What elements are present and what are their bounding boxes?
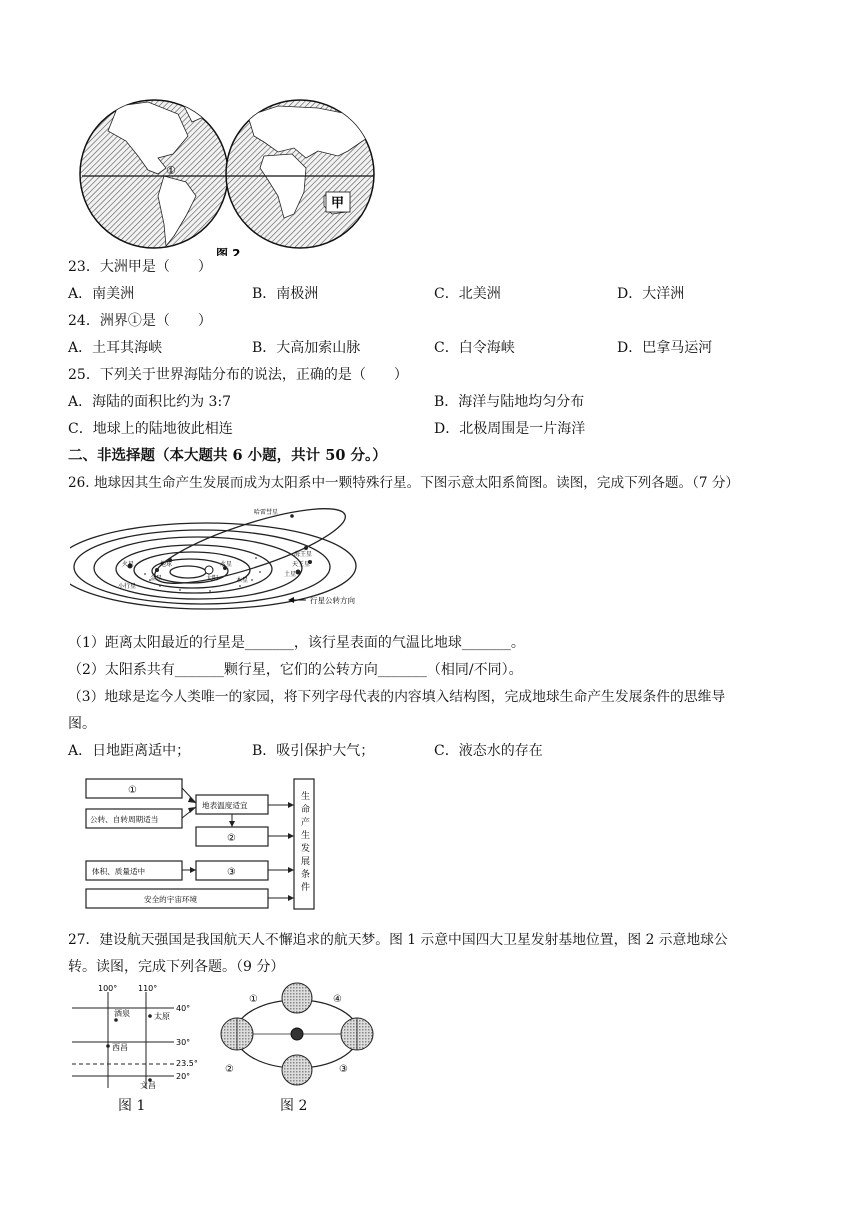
- mind-box-temperature: 地表温度适宜: [202, 801, 248, 810]
- q27-stem-line1: 27．建设航天强国是我国航天人不懈追求的航天梦。图 1 示意中国四大卫星发射基地位置，图 2 示意地球公: [68, 932, 728, 948]
- world-map-figure: [78, 96, 378, 256]
- planet-label-jupiter: 木星: [236, 577, 249, 584]
- lat-20: 20°: [176, 1072, 191, 1081]
- solar-system-svg: [70, 500, 370, 618]
- q25-option-c[interactable]: C．地球上的陆地彼此相连: [68, 421, 233, 437]
- fig1-caption: 图 1: [118, 1098, 146, 1114]
- continent-jia-label: 甲: [331, 196, 345, 211]
- q24-option-b[interactable]: B．大高加索山脉: [252, 340, 361, 356]
- q26-choice-c: C．液态水的存在: [434, 743, 543, 759]
- revolution-direction-label: 行星公转方向: [310, 596, 355, 605]
- mind-box-2: ②: [227, 833, 236, 844]
- fig2-caption: 图 2: [280, 1098, 308, 1114]
- q25-option-b[interactable]: B．海洋与陆地均匀分布: [434, 394, 585, 410]
- lat-40: 40°: [176, 1004, 191, 1013]
- q23-option-c[interactable]: C．北美洲: [434, 286, 501, 302]
- planet-label-venus: 金星: [150, 575, 163, 582]
- lon-100: 100°: [98, 984, 118, 993]
- q26-sub2: （2）太阳系共有_______颗行星，它们的公转方向_______（相同/不同）。: [68, 662, 523, 678]
- planet-label-uranus: 天王星: [292, 561, 311, 568]
- mind-map-svg: [80, 775, 330, 913]
- q27-stem-line2: 转。读图，完成下列各题。（9 分）: [68, 959, 285, 975]
- asteroid-belt-label: 小行星: [118, 583, 137, 590]
- planet-label-saturn: 土星: [284, 571, 297, 578]
- lat-30: 30°: [176, 1038, 191, 1047]
- q26-stem: 26. 地球因其生命产生发展而成为太阳系中一颗特殊行星。下图示意太阳系简图。读图，完成下列各题。（7 分）: [68, 475, 740, 491]
- q23-stem: 23．大洲甲是（ ）: [68, 259, 212, 275]
- world-map-svg: [78, 96, 378, 256]
- q23-option-b[interactable]: B．南极洲: [252, 286, 319, 302]
- q26-sub1: （1）距离太阳最近的行星是_______，该行星表面的气温比地球_______。: [68, 635, 525, 651]
- q26-sub3-line1: （3）地球是迄今人类唯一的家园，将下列字母代表的内容填入结构图，完成地球生命产生发展条件的思维导: [68, 689, 726, 705]
- mind-box-1: ①: [128, 785, 137, 796]
- site-jiuquan: 酒泉: [114, 1009, 130, 1018]
- lat-23-5: 23.5°: [176, 1059, 198, 1068]
- planet-label-earth: 地球: [160, 561, 173, 568]
- site-xichang: 西昌: [112, 1043, 128, 1052]
- q24-option-a[interactable]: A．土耳其海峡: [68, 340, 163, 356]
- launch-sites-svg: [70, 982, 210, 1090]
- lon-110: 110°: [138, 984, 158, 993]
- q25-option-d[interactable]: D．北极周围是一片海洋: [434, 421, 586, 437]
- mind-box-volume: 体积、质量适中: [92, 867, 146, 876]
- site-wenchang: 文昌: [140, 1081, 156, 1090]
- planet-label-neptune: 海王星: [294, 551, 313, 558]
- q25-stem: 25．下列关于世界海陆分布的说法，正确的是（ ）: [68, 367, 408, 383]
- q26-sub3-line2: 图。: [68, 716, 96, 732]
- mind-map-figure: [80, 775, 330, 913]
- q24-option-d[interactable]: D．巴拿马运河: [617, 340, 713, 356]
- earth-revolution-svg: [215, 978, 385, 1090]
- solar-system-figure: [70, 500, 370, 618]
- planet-label-mercury: 水星: [220, 561, 233, 568]
- earth-revolution-figure: [215, 978, 385, 1090]
- q25-option-a[interactable]: A．海陆的面积比约为 3:7: [68, 394, 232, 410]
- figure-caption: 图 2: [216, 247, 241, 256]
- mind-box-period: 公转、自转周期适当: [90, 815, 159, 824]
- mind-box-3: ③: [227, 867, 236, 878]
- sun-label: 太阳: [206, 575, 219, 582]
- site-taiyuan: 太原: [154, 1012, 170, 1021]
- q23-option-d[interactable]: D．大洋洲: [617, 286, 685, 302]
- position-2: ②: [225, 1064, 234, 1075]
- q26-choice-a: A．日地距离适中；: [68, 743, 191, 759]
- q23-option-a[interactable]: A．南美洲: [68, 286, 135, 302]
- mind-vertical-label: 生命产生发展条件: [299, 791, 309, 895]
- q24-option-c[interactable]: C．白令海峡: [434, 340, 515, 356]
- mind-box-environment: 安全的宇宙环境: [144, 895, 198, 904]
- comet-label: 哈雷彗星: [254, 509, 279, 516]
- position-3: ③: [339, 1064, 348, 1075]
- launch-sites-figure: [70, 982, 210, 1090]
- planet-label-mars: 火星: [122, 561, 135, 568]
- position-1: ①: [249, 994, 258, 1005]
- q24-stem: 24．洲界①是（ ）: [68, 313, 212, 329]
- position-4: ④: [333, 994, 342, 1005]
- q26-choice-b: B．吸引保护大气；: [252, 743, 375, 759]
- boundary-1-label: ①: [166, 164, 176, 177]
- section-2-title: 二、非选择题（本大题共 6 小题，共计 50 分。）: [68, 447, 387, 464]
